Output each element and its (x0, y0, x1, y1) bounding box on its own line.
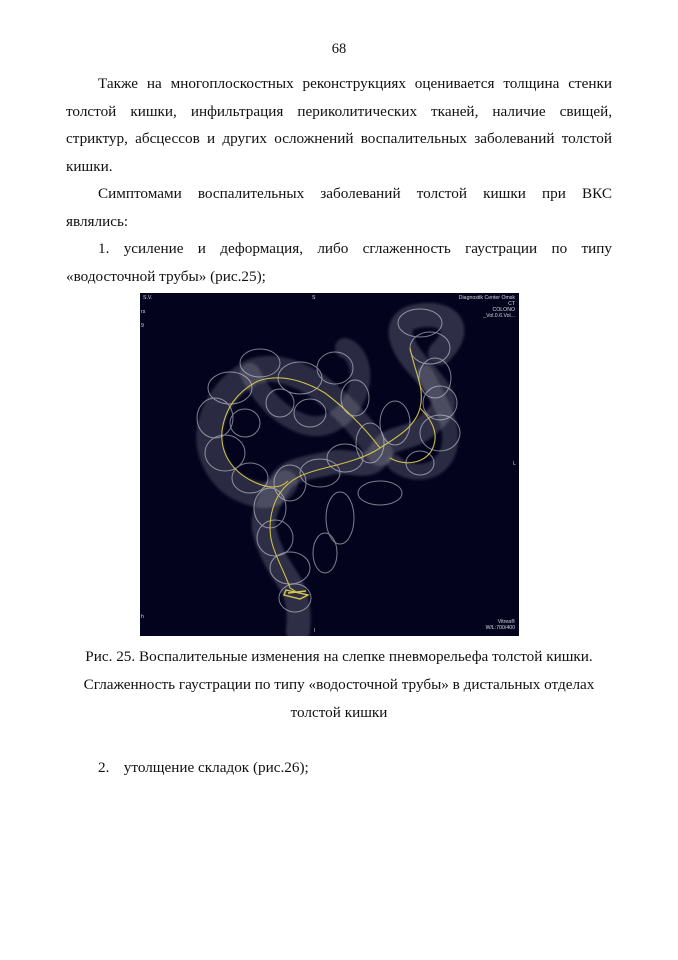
overlay-line: Diagnostik Center Omsk (458, 295, 515, 301)
text-line: «водосточной трубы» (рис.25); (66, 267, 266, 285)
colon-cast-render (140, 293, 519, 636)
overlay-line: Vitrea® (497, 619, 515, 625)
text-line: 1. усиление и деформация, либо сглаженность гаустрации по типу (98, 240, 612, 257)
text-line: стриктур, абсцессов и других осложнений воспалительных заболеваний толстой (66, 130, 612, 147)
paragraph-symptoms-intro (66, 180, 612, 235)
overlay-left-2: 9 (141, 323, 144, 329)
overlay-top-right (459, 295, 515, 319)
overlay-left-1: rs (141, 309, 146, 315)
overlay-right-mid: L (513, 461, 516, 467)
list-number: 2. (98, 759, 110, 776)
text-line: кишки. (66, 157, 113, 175)
overlay-top-left: S.V. (143, 295, 153, 301)
overlay-line: _Vol.0.6.Vol... (483, 313, 515, 319)
colon-3d-reconstruction-image (140, 293, 519, 636)
text-line: толстой кишки, инфильтрация периколитических тканей, наличие свищей, (66, 102, 612, 120)
overlay-bottom-center: I (314, 628, 316, 634)
list-item-1 (66, 235, 612, 290)
overlay-line: CT (508, 301, 515, 307)
list-item-2 (98, 757, 309, 779)
overlay-line: COLONO (492, 307, 515, 313)
paragraph-multiplanar (66, 70, 612, 180)
figure-caption (40, 643, 638, 727)
list-text: утолщение складок (рис.26); (123, 759, 309, 776)
text-line: являлись: (66, 212, 129, 230)
text-line: Также на многоплоскостных реконструкциях оценивается толщина стенки (98, 75, 612, 92)
overlay-bottom-left: h (141, 614, 144, 620)
text-line: Симптомами воспалительных заболеваний толстой кишки при ВКС (98, 185, 612, 202)
page-number: 68 (331, 41, 347, 57)
overlay-line: W/L:700/400 (485, 625, 515, 631)
caption-line: Рис. 25. Воспалительные изменения на слепке пневморельефа толстой кишки. (85, 648, 593, 665)
caption-line: Сглаженность гаустрации по типу «водосточной трубы» в дистальных отделах (83, 676, 595, 693)
caption-line: толстой кишки (290, 704, 388, 721)
overlay-bottom-right (486, 619, 515, 631)
overlay-top-center: S (312, 295, 316, 301)
